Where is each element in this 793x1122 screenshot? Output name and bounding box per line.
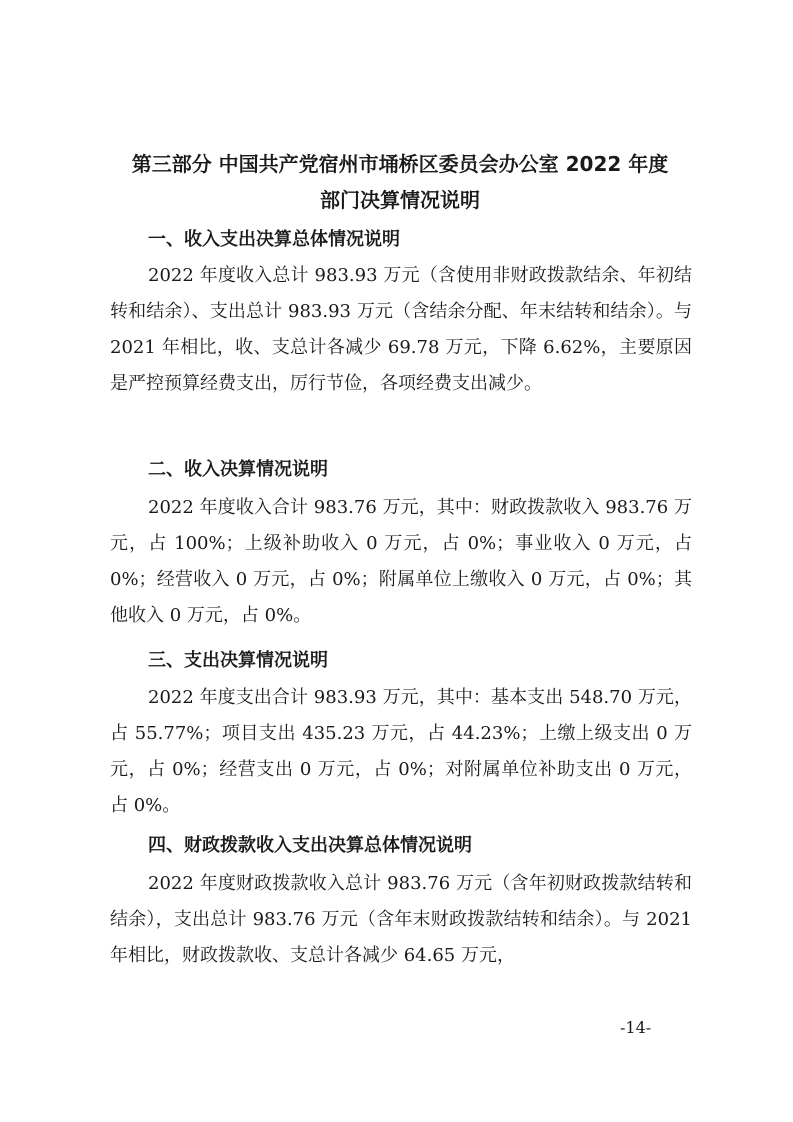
document-title-line-1: 第三部分 中国共产党宿州市埇桥区委员会办公室 2022 年度	[131, 152, 669, 176]
section-heading-income-expenditure-overview: 一、收入支出决算总体情况说明	[148, 229, 400, 250]
document-title-line-2: 部门决算情况说明	[320, 188, 480, 212]
section-body-income: 2022 年度收入合计 983.76 万元，其中：财政拨款收入 983.76 万元，占 100%；上级补助收入 0 万元，占 0%；事业收入 0 万元，占 0%；经营收入 0 万元，占 0%；附属单位上缴收入 0 万元，占 0%；其他收入 0 万元，占 0%。	[110, 497, 692, 626]
section-heading-income: 二、收入决算情况说明	[148, 459, 328, 480]
section-body-income-expenditure-overview: 2022 年度收入总计 983.93 万元（含使用非财政拨款结余、年初结转和结余）、支出总计 983.93 万元（含结余分配、年末结转和结余）。与 2021 年相比，收、支总计各减少 69.78 万元，下降 6.62%，主要原因是严控预算经费支出，厉行节俭，各项经费支出减少。	[110, 265, 692, 394]
section-body-expenditure: 2022 年度支出合计 983.93 万元，其中：基本支出 548.70 万元，占 55.77%；项目支出 435.23 万元，占 44.23%；上缴上级支出 0 万元，占 0%；经营支出 0 万元，占 0%；对附属单位补助支出 0 万元，占 0%。	[110, 687, 692, 816]
section-heading-fiscal-appropriation: 四、财政拨款收入支出决算总体情况说明	[148, 835, 472, 856]
section-body-fiscal-appropriation: 2022 年度财政拨款收入总计 983.76 万元（含年初财政拨款结转和结余），支出总计 983.76 万元（含年末财政拨款结转和结余）。与 2021 年相比，财政拨款收、支总计各减少 64.65 万元，	[110, 873, 692, 966]
section-heading-expenditure: 三、支出决算情况说明	[148, 650, 328, 671]
page-number: -14-	[620, 1018, 652, 1037]
